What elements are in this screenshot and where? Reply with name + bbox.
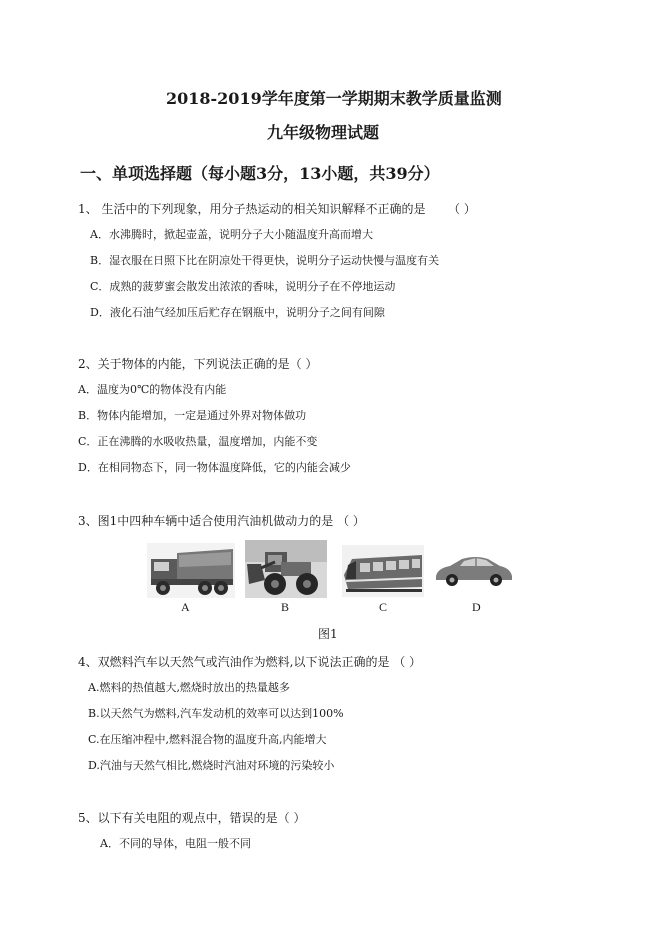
question-4-stem: 4、双燃料汽车以天然气或汽油作为燃料,以下说法正确的是 （ ）	[78, 655, 422, 669]
vehicle-train-image	[342, 545, 424, 597]
question-2-option-c: C．正在沸腾的水吸收热量，温度增加，内能不变	[78, 435, 318, 448]
question-2-option-a: A．温度为0℃的物体没有内能	[78, 383, 227, 396]
exam-title: 2018-2019学年度第一学期期末教学质量监测	[166, 89, 502, 108]
question-2-option-b: B．物体内能增加，一定是通过外界对物体做功	[78, 409, 307, 422]
section-heading: 一、单项选择题（每小题3分，13小题，共39分）	[80, 164, 440, 183]
question-4-option-d: D.汽油与天然气相比,燃烧时汽油对环境的污染较小	[88, 759, 335, 772]
figure-label-c: C	[379, 600, 388, 614]
question-2-stem: 2、关于物体的内能，下列说法正确的是（ ）	[78, 357, 318, 371]
question-4-option-b: B.以天然气为燃料,汽车发动机的效率可以达到100%	[88, 707, 344, 720]
question-1-option-a: A．水沸腾时，掀起壶盖，说明分子大小随温度升高而增大	[90, 228, 373, 241]
vehicle-dump-truck-image	[147, 543, 235, 598]
question-4-option-c: C.在压缩冲程中,燃料混合物的温度升高,内能增大	[88, 733, 327, 746]
question-2-option-d: D．在相同物态下，同一物体温度降低，它的内能会减少	[78, 461, 351, 474]
figure-label-a: A	[181, 600, 190, 614]
figure-label-d: D	[472, 600, 481, 614]
question-5-stem: 5、以下有关电阻的观点中，错误的是（ ）	[78, 811, 306, 825]
question-1-blank: （ ）	[448, 202, 476, 216]
exam-subtitle: 九年级物理试题	[267, 123, 380, 142]
question-1-option-b: B．湿衣服在日照下比在阴凉处干得更快，说明分子运动快慢与温度有关	[90, 254, 440, 267]
question-1-stem: 1、 生活中的下列现象，用分子热运动的相关知识解释不正确的是	[78, 202, 426, 216]
question-1-option-c: C．成熟的菠萝蜜会散发出浓浓的香味，说明分子在不停地运动	[90, 280, 396, 293]
figure-label-b: B	[281, 600, 290, 614]
question-3-stem: 3、图1中四种车辆中适合使用汽油机做动力的是 （ ）	[78, 514, 365, 528]
vehicle-wheel-loader-image	[245, 540, 327, 598]
figure-caption: 图1	[318, 627, 338, 641]
question-4-option-a: A.燃料的热值越大,燃烧时放出的热量越多	[88, 681, 290, 694]
question-1-option-d: D．液化石油气经加压后贮存在钢瓶中，说明分子之间有间隙	[90, 306, 385, 319]
vehicle-car-image	[432, 552, 514, 588]
question-5-option-a: A．不同的导体，电阻一般不同	[100, 837, 251, 850]
